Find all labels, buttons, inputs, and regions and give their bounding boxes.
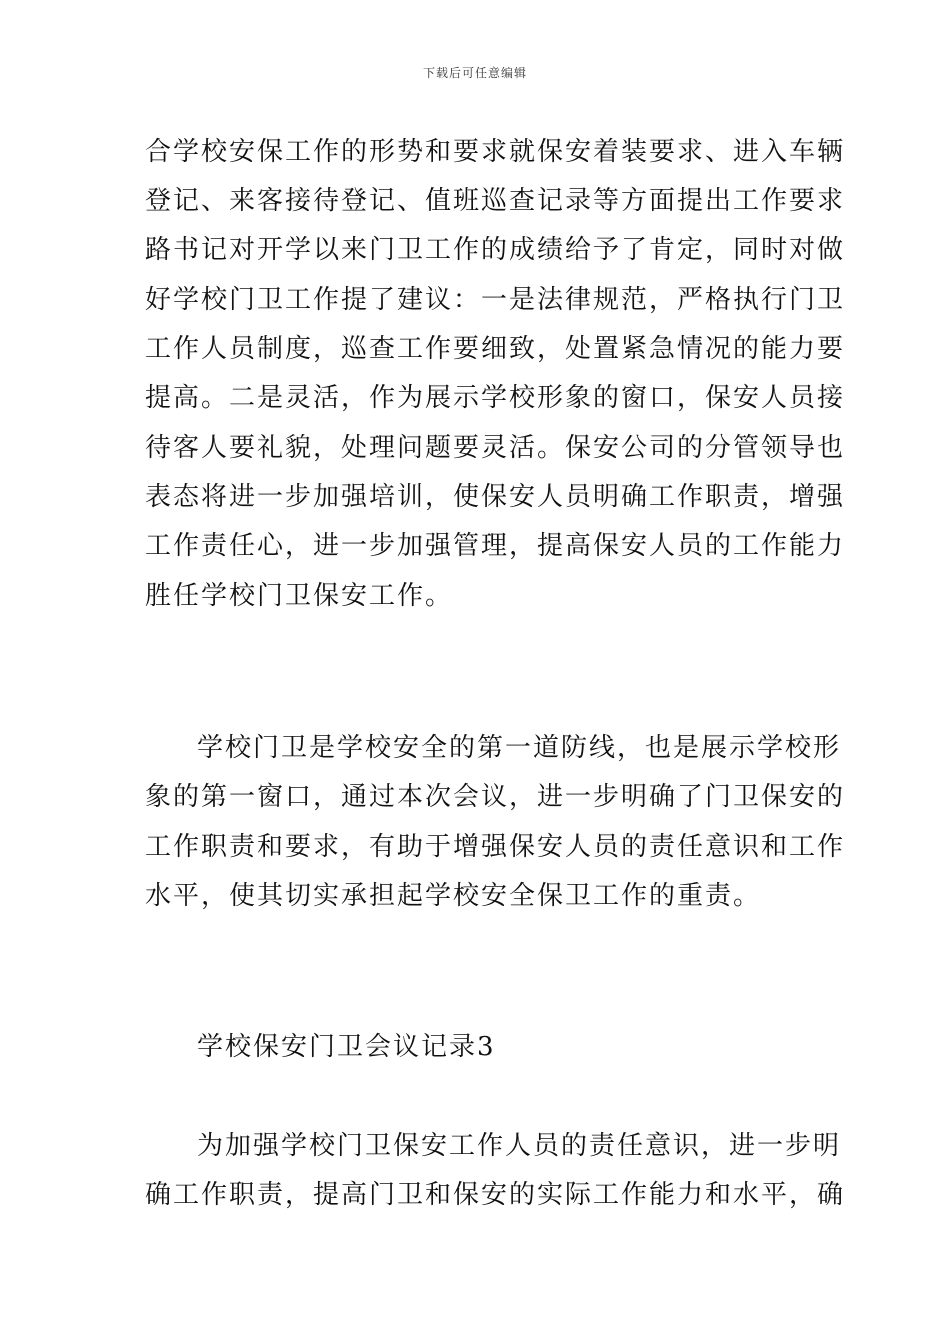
paragraph-line: 工作人员制度，巡查工作要细致，处置紧急情况的能力要 bbox=[145, 334, 846, 364]
paragraph-line: 表态将进一步加强培训，使保安人员明确工作职责，增强 bbox=[145, 482, 846, 512]
paragraph-line: 合学校安保工作的形势和要求就保安着装要求、进入车辆 bbox=[145, 137, 846, 167]
paragraph-line: 工作责任心，进一步加强管理，提高保安人员的工作能力 bbox=[145, 531, 846, 561]
section-title: 学校保安门卫会议记录3 bbox=[197, 1032, 496, 1062]
paragraph-line: 为加强学校门卫保安工作人员的责任意识，进一步明 bbox=[197, 1131, 842, 1161]
paragraph-line: 路书记对开学以来门卫工作的成绩给予了肯定，同时对做 bbox=[145, 235, 846, 265]
paragraph-line: 水平，使其切实承担起学校安全保卫工作的重责。 bbox=[145, 881, 762, 911]
paragraph-line: 好学校门卫工作提了建议：一是法律规范，严格执行门卫 bbox=[145, 285, 846, 315]
paragraph-line: 工作职责和要求，有助于增强保安人员的责任意识和工作 bbox=[145, 832, 846, 862]
paragraph-line: 胜任学校门卫保安工作。 bbox=[145, 581, 454, 611]
page-header: 下载后可任意编辑 bbox=[422, 66, 527, 80]
paragraph-line: 确工作职责，提高门卫和保安的实际工作能力和水平，确 bbox=[145, 1180, 846, 1210]
paragraph-line: 象的第一窗口，通过本次会议，进一步明确了门卫保安的 bbox=[145, 782, 846, 812]
paragraph-line: 待客人要礼貌，处理问题要灵活。保安公司的分管领导也 bbox=[145, 433, 846, 463]
paragraph-line: 登记、来客接待登记、值班巡查记录等方面提出工作要求 bbox=[145, 186, 846, 216]
paragraph-line: 学校门卫是学校安全的第一道防线，也是展示学校形 bbox=[197, 733, 842, 763]
paragraph-line: 提高。二是灵活，作为展示学校形象的窗口，保安人员接 bbox=[145, 383, 846, 413]
